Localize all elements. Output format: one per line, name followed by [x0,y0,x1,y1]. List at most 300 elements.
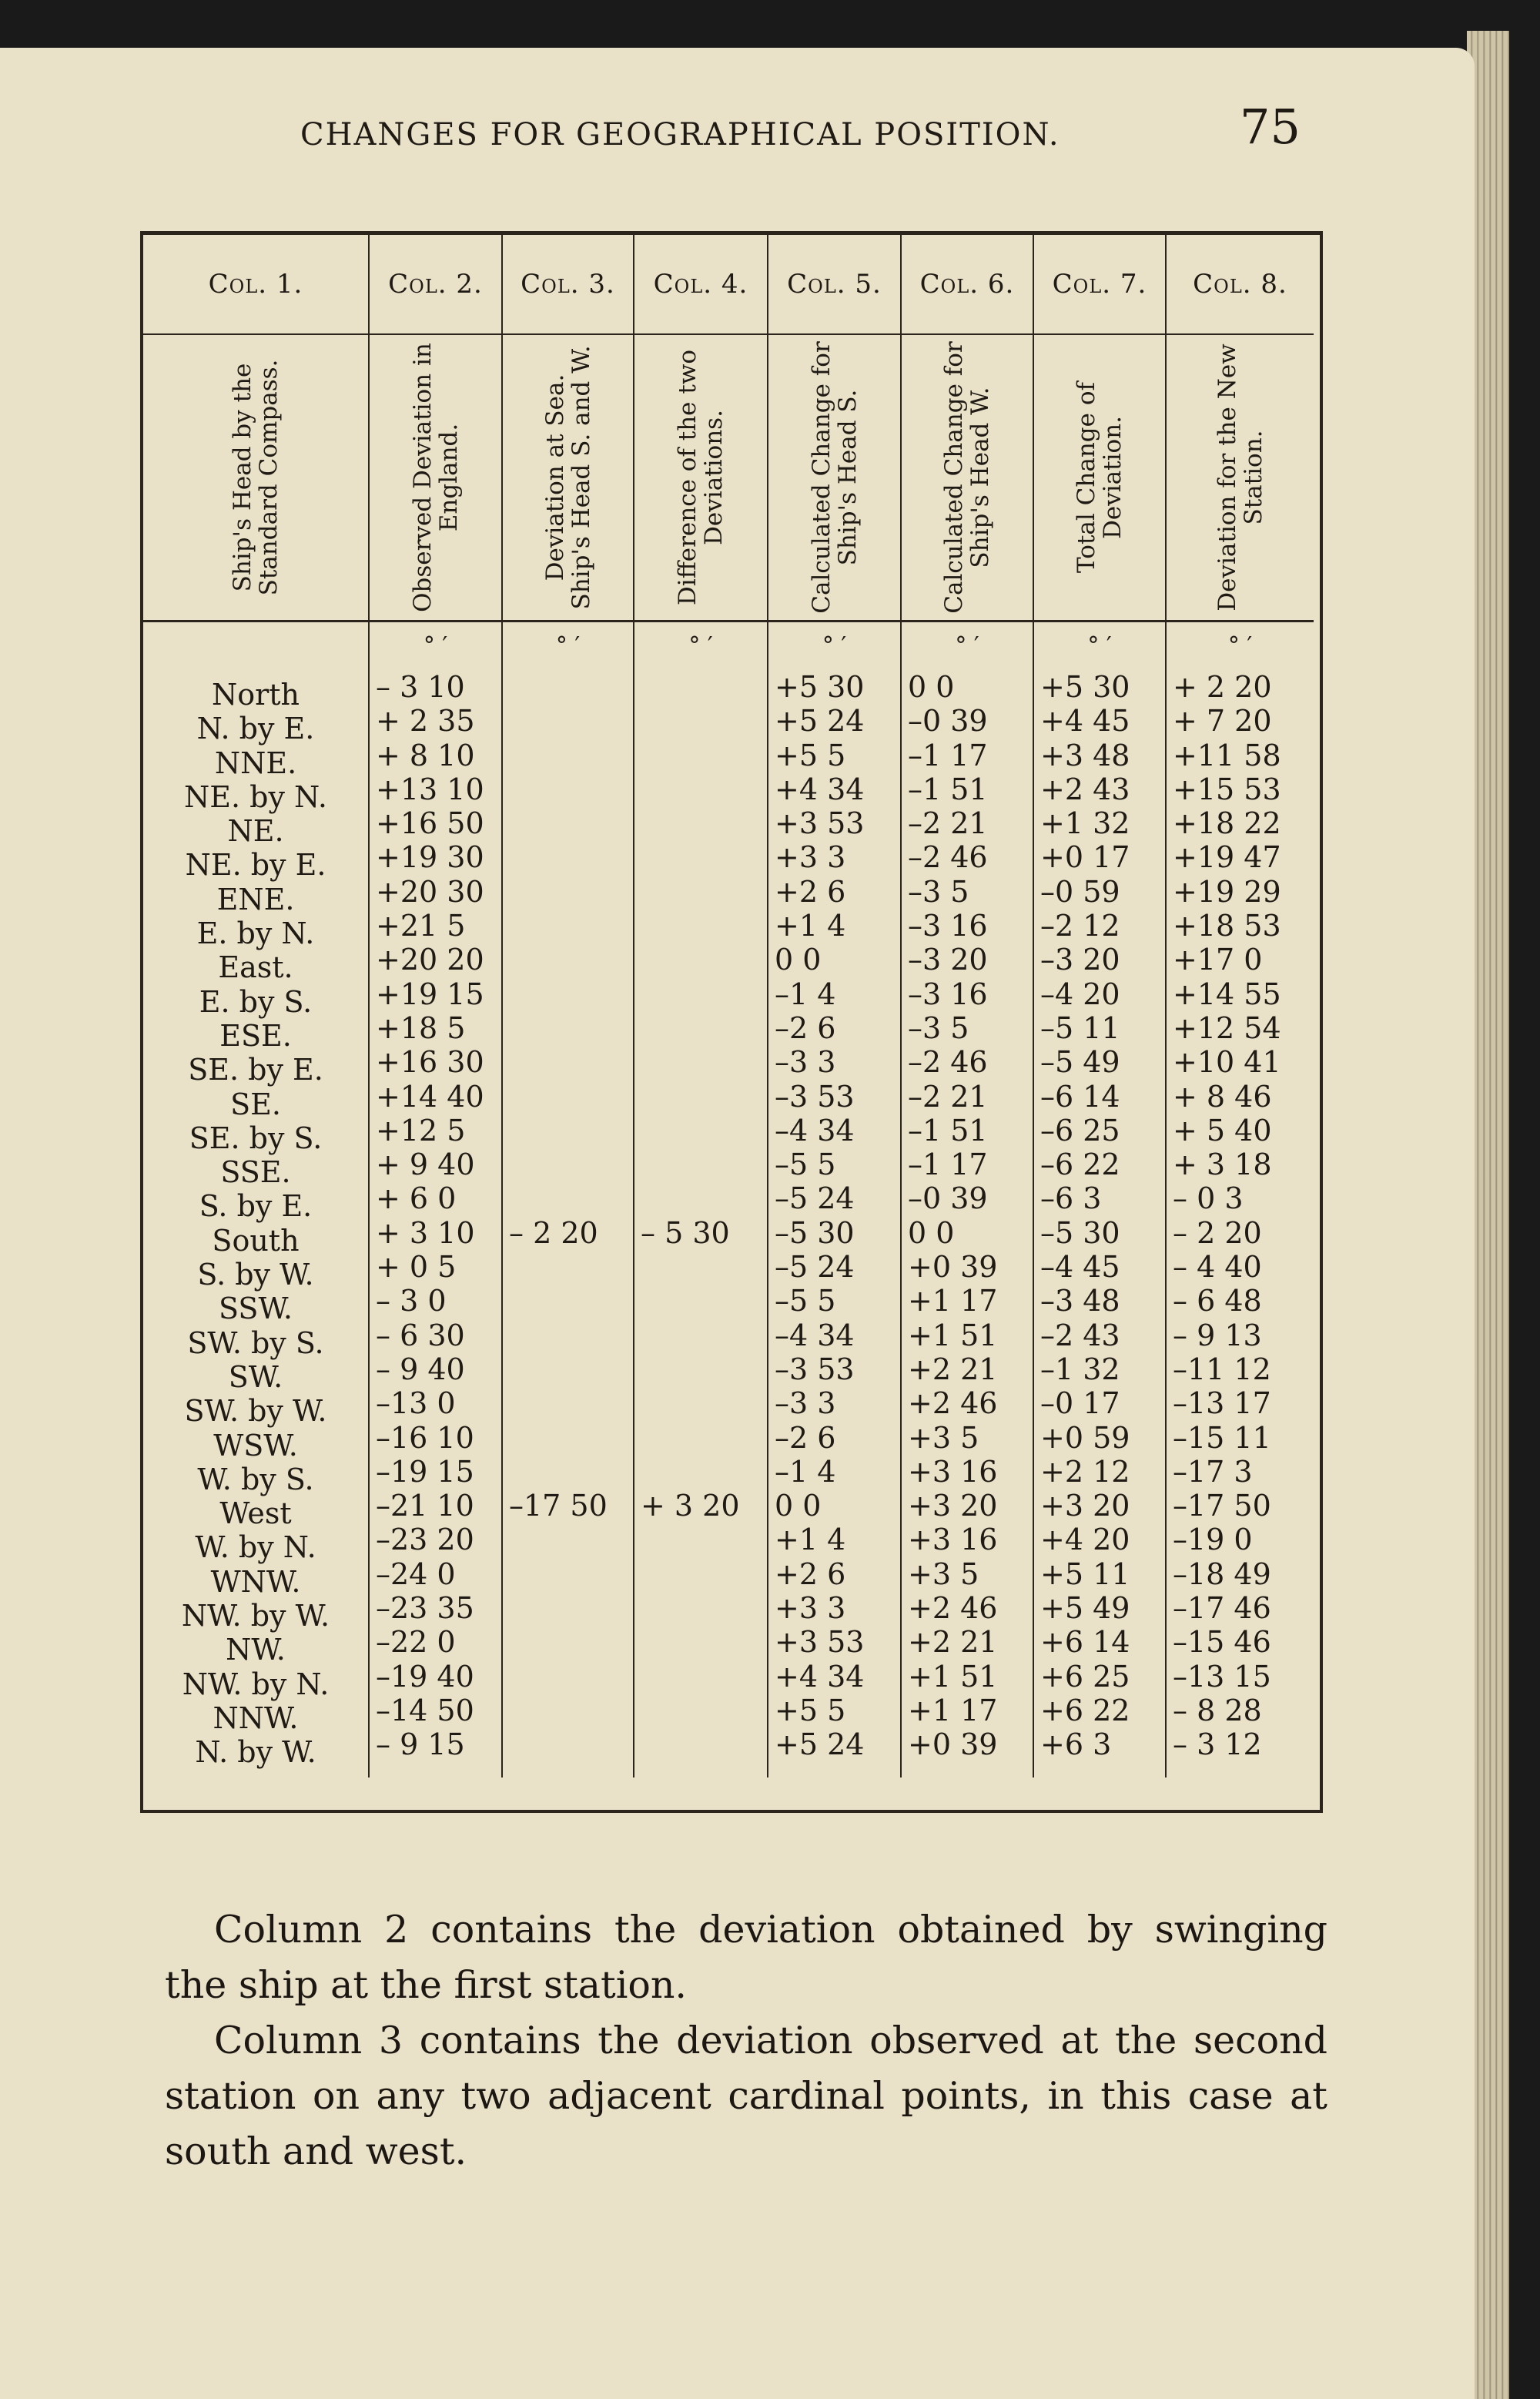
column-description: Calculated Change for Ship's Head W. [940,341,994,614]
value-cell: – 8 28 [1173,1693,1262,1727]
value-cell: – 3 10 [376,670,465,704]
value-cell [509,670,633,704]
value-cell: +5 5 [775,738,846,772]
value-cell: –21 10 [376,1489,474,1523]
value-cell: +18 53 [1173,909,1281,943]
value-cell: + 0 5 [376,1250,457,1285]
ship-head-cell: SE. by S. [189,1121,323,1155]
column-label: Col. 3. [502,235,634,334]
column-description: Total Change of Deviation. [1073,382,1127,573]
value-cell: –6 22 [1040,1148,1120,1182]
value-cell: +3 20 [908,1489,998,1523]
value-cell: – 6 48 [1173,1284,1262,1318]
value-cell [641,1557,767,1591]
value-cell: +13 10 [376,772,484,806]
ship-head-cell: NE. by N. [184,779,327,814]
value-column [1166,670,1314,1777]
value-cell [509,1045,633,1079]
value-column [634,670,768,1777]
value-cell: –3 16 [908,977,988,1011]
column-label: Col. 7. [1033,235,1166,334]
ship-head-cell: ESE. [219,1018,292,1053]
value-cell: +19 30 [376,840,484,875]
value-cell [509,1660,633,1694]
value-cell: 0 0 [908,1215,955,1250]
value-cell: + 3 20 [641,1489,740,1523]
value-cell: –3 53 [775,1352,855,1386]
value-cell [509,1727,633,1761]
value-cell: 0 0 [908,670,955,704]
value-cell: +21 5 [376,909,466,943]
value-cell: +18 22 [1173,806,1281,841]
unit-marker [143,622,369,671]
value-cell [509,739,633,772]
value-cell: –3 53 [775,1079,855,1114]
value-cell: –2 12 [1040,909,1120,943]
value-cell: +2 6 [775,1556,846,1591]
value-cell: +4 34 [775,1659,865,1694]
unit-marker: ° ′ [901,622,1033,671]
value-cell: – 3 0 [376,1284,447,1318]
value-cell [509,772,633,806]
value-cell: –15 46 [1173,1625,1271,1660]
value-cell: + 3 10 [376,1215,475,1250]
value-cell [509,840,633,874]
column-description-cell [901,334,1033,622]
value-cell [641,1181,767,1215]
value-cell: +20 20 [376,943,484,977]
value-cell [509,704,633,738]
value-cell: –16 10 [376,1420,474,1455]
value-cell: –22 0 [376,1625,456,1660]
unit-marker: ° ′ [1033,622,1166,671]
value-cell [641,1318,767,1352]
value-cell: +3 16 [908,1454,998,1489]
value-cell: –5 24 [775,1250,855,1285]
value-cell: +17 0 [1173,943,1263,977]
value-cell [509,1114,633,1148]
value-cell: +20 30 [376,874,484,909]
value-cell: 0 0 [775,943,822,977]
column-label: Col. 6. [901,235,1033,334]
value-cell [641,739,767,772]
value-cell: +1 17 [908,1693,998,1727]
value-cell: –13 0 [376,1386,456,1421]
value-cell: +4 20 [1040,1523,1130,1557]
value-cell [641,1660,767,1694]
value-cell: –5 11 [1040,1010,1120,1045]
ship-head-cell: East. [218,950,293,985]
value-cell: –18 49 [1173,1556,1271,1591]
ship-head-cell: SSW. [219,1292,293,1326]
value-cell: –3 16 [908,909,988,943]
paragraph-column-3: Column 3 contains the deviation observed at the second station on any two adjacent cardinal points, in this case at south and west. [165,2019,1327,2173]
value-cell: – 9 15 [376,1727,465,1762]
value-cell: +3 20 [1040,1489,1130,1523]
value-cell: +1 51 [908,1318,998,1352]
value-cell: –17 50 [509,1489,608,1523]
value-cell: –5 49 [1040,1045,1120,1080]
column-label: Col. 1. [143,235,369,334]
ship-head-cell: S. by W. [197,1258,314,1292]
value-cell: – 9 40 [376,1352,465,1386]
column-description-cell [143,334,369,622]
column-description: Observed Deviation in England. [408,343,463,612]
ship-head-cell: S. by E. [199,1189,313,1224]
value-cell: +3 3 [775,1591,846,1626]
value-cell: –3 48 [1040,1284,1120,1318]
value-cell [641,1523,767,1556]
value-cell: +10 41 [1173,1045,1281,1080]
value-cell [509,1080,633,1114]
value-cell: +5 24 [775,1727,865,1762]
column-description: Deviation at Sea. Ship's Head S. and W. [541,345,595,610]
value-cell: +3 16 [908,1523,998,1557]
value-cell: –2 6 [775,1010,836,1045]
value-cell: +11 58 [1173,738,1281,772]
value-cell: +5 30 [775,670,865,704]
ship-head-cell: NW. by W. [181,1599,330,1633]
value-cell [509,1694,633,1727]
value-cell [509,909,633,943]
value-cell: +1 17 [908,1284,998,1318]
value-cell: +16 50 [376,806,484,841]
value-cell [641,1352,767,1386]
value-cell: +2 46 [908,1386,998,1421]
value-cell: + 3 18 [1173,1148,1272,1182]
value-cell: –14 50 [376,1693,474,1727]
value-cell [641,1011,767,1045]
value-cell: +6 14 [1040,1625,1130,1660]
column-description-cell [369,334,502,622]
value-cell [509,1591,633,1625]
ship-head-cell: N. by E. [196,712,315,746]
value-cell: +19 15 [376,977,484,1011]
value-cell: +14 40 [376,1079,484,1114]
value-cell [641,670,767,704]
value-cell: –15 11 [1173,1420,1271,1455]
value-cell: –0 59 [1040,874,1120,909]
value-cell: +1 51 [908,1659,998,1694]
value-cell [641,977,767,1011]
ship-head-cell: SW. [228,1359,283,1394]
value-cell: –1 17 [908,1148,988,1182]
value-cell [641,1625,767,1659]
value-column [768,670,901,1777]
value-cell [509,1421,633,1455]
value-cell [641,1045,767,1079]
column-label: Col. 2. [369,235,502,334]
value-cell [641,1284,767,1318]
column-description-cell [1033,334,1166,622]
ship-head-cell: N. by W. [195,1735,316,1770]
ship-head-cell: North [211,678,300,712]
value-cell [509,977,633,1011]
value-cell: + 8 10 [376,738,475,772]
value-cell [509,1318,633,1352]
value-cell: + 9 40 [376,1148,475,1182]
value-cell: – 2 20 [1173,1215,1262,1250]
value-cell: –3 3 [775,1386,836,1421]
ship-head-cell: West [219,1496,292,1531]
ship-head-cell: SSE. [220,1155,291,1190]
value-cell: –3 3 [775,1045,836,1080]
value-cell [641,1421,767,1455]
value-cell: + 7 20 [1173,704,1272,739]
value-cell: –2 21 [908,1079,988,1114]
value-cell: –23 35 [376,1591,474,1626]
ship-head-cell: WSW. [213,1428,298,1463]
unit-marker: ° ′ [502,622,634,671]
value-cell: –13 15 [1173,1659,1271,1694]
value-cell: +16 30 [376,1045,484,1080]
page-number: 75 [1240,99,1301,155]
value-cell [509,875,633,909]
column-description: Ship's Head by the Standard Compass. [229,359,283,596]
value-cell [641,1727,767,1761]
value-cell: +12 54 [1173,1010,1281,1045]
value-cell [641,772,767,806]
value-cell: +5 30 [1040,670,1130,704]
value-cell: –3 20 [1040,943,1120,977]
value-cell: –3 20 [908,943,988,977]
value-cell: –4 45 [1040,1250,1120,1285]
value-cell: +2 21 [908,1625,998,1660]
ship-head-cell: NW. by N. [182,1667,330,1701]
ship-head-column [143,670,369,1777]
value-cell: –2 46 [908,1045,988,1080]
running-title: CHANGES FOR GEOGRAPHICAL POSITION. [300,117,1060,152]
value-cell [641,1114,767,1148]
value-cell: +5 24 [775,704,865,739]
ship-head-cell: SE. [230,1087,281,1121]
value-cell: –0 39 [908,704,988,739]
value-cell [509,1386,633,1420]
value-cell: –3 5 [908,874,969,909]
value-cell: –5 24 [775,1181,855,1216]
value-cell: –6 14 [1040,1079,1120,1114]
unit-marker: ° ′ [369,622,502,671]
value-cell [509,806,633,840]
value-cell: –1 17 [908,738,988,772]
value-cell [641,1455,767,1489]
value-cell: – 4 40 [1173,1250,1262,1285]
ship-head-cell: SE. by E. [188,1053,323,1087]
value-cell: +1 32 [1040,806,1130,841]
value-cell [509,943,633,977]
value-cell: +0 39 [908,1250,998,1285]
column-label: Col. 4. [634,235,768,334]
value-cell: – 9 13 [1173,1318,1262,1352]
value-cell: +5 11 [1040,1556,1130,1591]
paragraph-column-2: Column 2 contains the deviation obtained by swinging the ship at the first station. [165,1908,1327,2007]
value-cell: –6 25 [1040,1113,1120,1148]
value-cell [641,1148,767,1181]
value-cell: +2 43 [1040,772,1130,806]
unit-marker: ° ′ [1166,622,1314,671]
value-cell: –1 4 [775,1454,836,1489]
value-cell: + 6 0 [376,1181,457,1216]
value-cell: –19 15 [376,1454,474,1489]
value-cell [641,909,767,943]
ship-head-cell: ENE. [216,882,295,916]
value-cell: –3 5 [908,1010,969,1045]
value-cell: –2 6 [775,1420,836,1455]
value-column [901,670,1033,1777]
ship-head-cell: NE. by E. [185,848,326,883]
value-cell: –4 34 [775,1113,855,1148]
value-cell [641,1694,767,1727]
value-cell: – 2 20 [509,1215,598,1250]
value-cell: –0 17 [1040,1386,1120,1421]
value-cell [641,943,767,977]
value-cell: +5 5 [775,1693,846,1727]
value-cell [641,806,767,840]
value-cell: –24 0 [376,1556,456,1591]
value-cell: +4 45 [1040,704,1130,739]
value-cell: – 0 3 [1173,1181,1244,1216]
ship-head-cell: E. by N. [196,916,315,951]
value-cell: +12 5 [376,1113,466,1148]
value-cell: –5 5 [775,1148,836,1182]
value-cell: +2 46 [908,1591,998,1626]
value-cell [641,704,767,738]
ship-head-cell: WNW. [210,1564,301,1599]
value-cell: +19 29 [1173,874,1281,909]
value-cell: +5 49 [1040,1591,1130,1626]
value-column [369,670,502,1777]
value-cell [509,1250,633,1284]
value-cell: –1 4 [775,977,836,1011]
value-cell: +0 59 [1040,1420,1130,1455]
value-cell: –19 0 [1173,1523,1253,1557]
value-cell: +6 22 [1040,1693,1130,1727]
value-cell: +3 53 [775,806,865,841]
ship-head-cell: NNW. [213,1700,299,1735]
value-cell: –0 39 [908,1181,988,1216]
value-cell: –1 51 [908,772,988,806]
value-cell: +14 55 [1173,977,1281,1011]
value-cell: –17 50 [1173,1489,1271,1523]
value-cell [509,1352,633,1386]
value-cell [509,1557,633,1591]
value-cell [509,1181,633,1215]
value-cell: –4 20 [1040,977,1120,1011]
value-cell: –13 17 [1173,1386,1271,1421]
column-description: Calculated Change for Ship's Head S. [807,341,862,614]
column-description: Difference of the two Deviations. [674,349,728,606]
value-column [1033,670,1166,1777]
body-text [165,1902,1327,2180]
column-label: Col. 8. [1166,235,1314,334]
value-cell: – 5 30 [641,1215,730,1250]
value-cell: +15 53 [1173,772,1281,806]
value-cell: +1 4 [775,909,846,943]
value-cell: + 8 46 [1173,1079,1272,1114]
value-cell: +0 17 [1040,840,1130,875]
column-description-cell [502,334,634,622]
value-cell: +6 3 [1040,1727,1112,1762]
column-description: Deviation for the New Station. [1213,343,1267,611]
value-cell: –6 3 [1040,1181,1102,1216]
value-cell [509,1284,633,1318]
column-label: Col. 5. [768,235,901,334]
value-cell: –5 5 [775,1284,836,1318]
value-cell: +19 47 [1173,840,1281,875]
value-column [502,670,634,1777]
value-cell: – 3 12 [1173,1727,1262,1762]
value-cell [509,1523,633,1556]
value-cell: –4 34 [775,1318,855,1352]
ship-head-cell: NW. [226,1633,286,1667]
value-cell [509,1148,633,1181]
value-cell [509,1011,633,1045]
value-cell [641,840,767,874]
column-description-cell [634,334,768,622]
value-cell: 0 0 [775,1489,822,1523]
ship-head-cell: W. by S. [197,1462,314,1496]
value-cell: –1 51 [908,1113,988,1148]
value-cell: + 5 40 [1173,1113,1272,1148]
ship-head-cell: SW. by W. [184,1394,327,1429]
value-cell: +3 53 [775,1625,865,1660]
value-cell: –23 20 [376,1523,474,1557]
value-cell: +0 39 [908,1727,998,1762]
ship-head-cell: E. by S. [199,984,313,1019]
column-description-cell [1166,334,1314,622]
value-cell [509,1625,633,1659]
value-cell: –19 40 [376,1659,474,1694]
ship-head-cell: NE. [227,814,284,849]
ship-head-cell: South [212,1223,300,1258]
value-cell: +3 5 [908,1420,979,1455]
value-cell: +2 21 [908,1352,998,1386]
value-cell: –1 32 [1040,1352,1120,1386]
value-cell: –2 43 [1040,1318,1120,1352]
column-description-cell [768,334,901,622]
value-cell: –17 46 [1173,1591,1271,1626]
value-cell: + 2 20 [1173,670,1272,704]
value-cell: – 6 30 [376,1318,465,1352]
ship-head-cell: SW. by S. [187,1325,324,1360]
value-cell: +1 4 [775,1523,846,1557]
value-cell: +4 34 [775,772,865,806]
value-cell [509,1455,633,1489]
value-cell [641,1386,767,1420]
value-cell: +18 5 [376,1010,466,1045]
value-cell [641,1080,767,1114]
ship-head-cell: NNE. [214,745,297,780]
value-cell: +2 6 [775,874,846,909]
value-cell [641,1250,767,1284]
value-cell: –5 30 [775,1215,855,1250]
value-cell: –2 21 [908,806,988,841]
unit-marker: ° ′ [768,622,901,671]
value-cell: + 2 35 [376,704,475,739]
unit-marker: ° ′ [634,622,768,671]
deviation-table [143,235,1314,1777]
value-cell: –11 12 [1173,1352,1271,1386]
value-cell: +3 5 [908,1556,979,1591]
value-cell: –5 30 [1040,1215,1120,1250]
value-cell: +3 3 [775,840,846,875]
value-cell: –2 46 [908,840,988,875]
value-cell [641,1591,767,1625]
value-cell: –17 3 [1173,1454,1253,1489]
value-cell: +3 48 [1040,738,1130,772]
value-cell [641,875,767,909]
value-cell: +2 12 [1040,1454,1130,1489]
